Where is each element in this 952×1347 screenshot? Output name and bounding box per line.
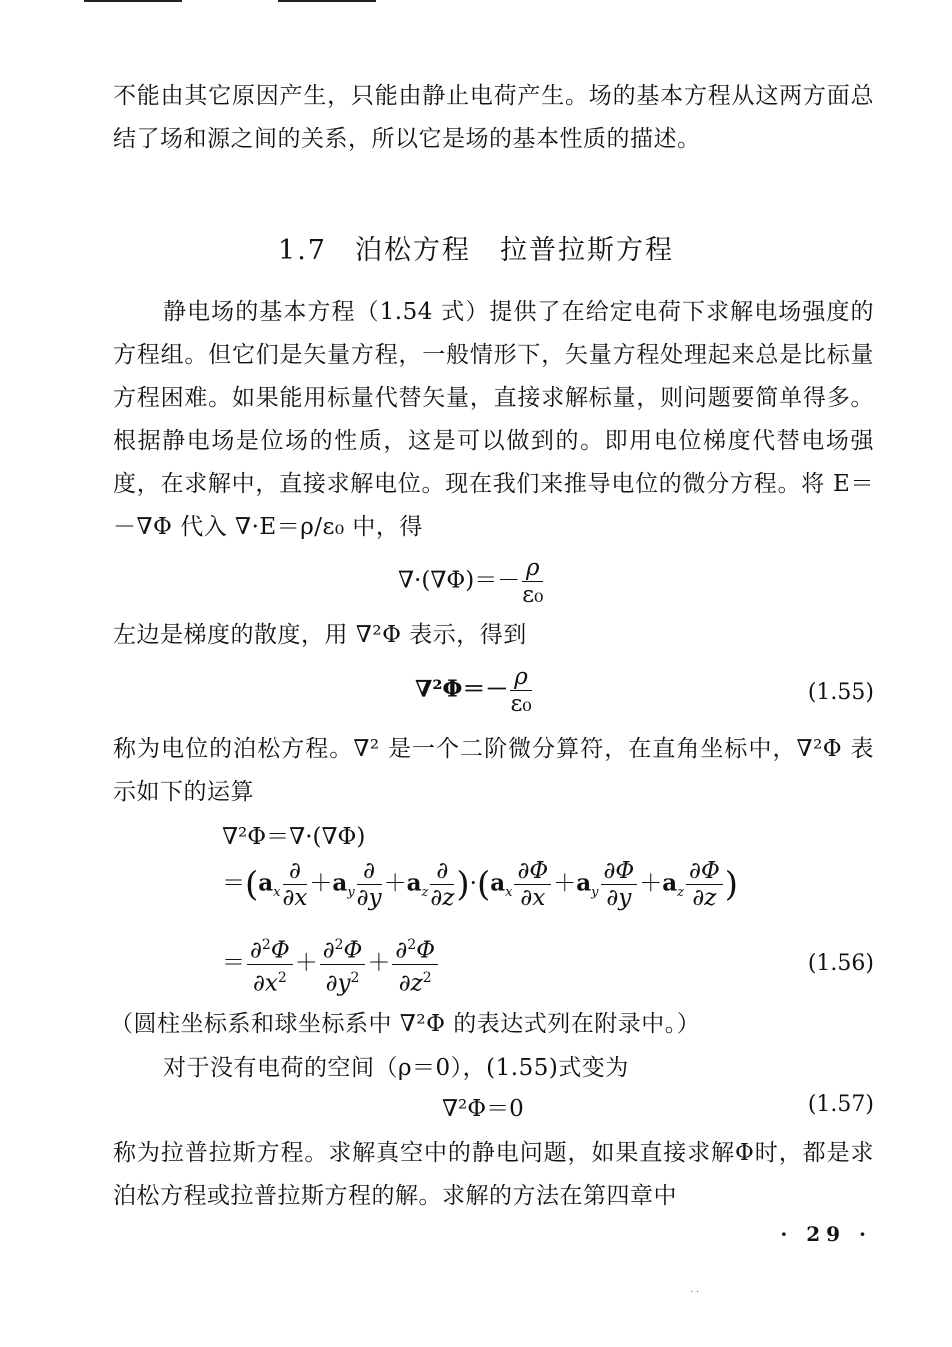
equation-number-157: (1.57) bbox=[807, 1092, 874, 1117]
paragraph-appendix-note: （圆柱坐标系和球坐标系中 ∇²Φ 的表达式列在附录中。） bbox=[110, 1011, 701, 1037]
paragraph-laplace-definition: 称为拉普拉斯方程。求解真空中的静电问题，如果直接求解Φ时，都是求泊松方程或拉普拉斯方程的解。求解的方法在第四章中 bbox=[113, 1140, 874, 1209]
equation-poisson: ∇²Φ＝－ $\frac{\rho}{\text{ε₀}}$ bbox=[415, 664, 532, 717]
equation-number-155: (1.55) bbox=[807, 680, 874, 705]
equation-div-grad bbox=[398, 555, 545, 608]
paragraph-gradient-divergence: 左边是梯度的散度，用 ∇²Φ 表示，得到 bbox=[113, 622, 527, 648]
paragraph-poisson-definition: 称为电位的泊松方程。∇² 是一个二阶微分算符，在直角坐标中，∇²Φ 表示如下的运算 bbox=[113, 736, 874, 805]
equation-laplace: ∇²Φ＝0 bbox=[442, 1096, 524, 1122]
fraction-rho-eps0: $\frac{\rho}{\text{ε₀}}$ bbox=[522, 555, 544, 608]
fraction-rho-eps0: $\frac{\rho}{\text{ε₀}}$ bbox=[510, 664, 532, 717]
equation-laplacian-line2: $=(a_x$ $\frac{\partial}{\partial x}$ $+a_y$ $\frac{\partial}{\partial y}$ $+a_z$ $\frac{\partial}{\partial z}$ )$\cdot(a_x$ $\frac{\partial\Phi}{\partial x}$ $+a_y$ $\frac{\partial\Phi}{\partial y}$ $+a_z$ $\frac{\partial\Phi}{\partial z}$ ) bbox=[222, 858, 739, 911]
section-number: 1.7 bbox=[278, 235, 327, 266]
equation-laplacian-line3: ＝ $\frac{\partial^2\Phi}{\partial x^2}$ ＋ $\frac{\partial^2\Phi}{\partial y^2}$ ＋ $\frac{\partial^2\Phi}{\partial z^2}$ bbox=[222, 932, 440, 996]
scan-specks: · · bbox=[690, 1287, 700, 1298]
equation-laplacian-line1: ∇²Φ＝∇·(∇Φ) bbox=[222, 824, 366, 850]
paragraph-no-charge: 对于没有电荷的空间（ρ＝0），(1.55)式变为 bbox=[163, 1055, 629, 1081]
paragraph-continued: 不能由其它原因产生，只能由静止电荷产生。场的基本方程从这两方面总结了场和源之间的关系，所以它是场的基本性质的描述。 bbox=[113, 83, 874, 152]
paragraph-intro: 静电场的基本方程（1.54 式）提供了在给定电荷下求解电场强度的方程组。但它们是矢量方程，一般情形下，矢量方程处理起来总是比标量方程困难。如果能用标量代替矢量，直接求解标量，则问题要简单得多。根据静电场是位场的性质，这是可以做到的。即用电位梯度代替电场强度，在求解中，直接求解电位。现在我们来推导电位的微分方程。将 E＝－∇Φ 代入 ∇·E＝ρ/ε₀ 中，得 bbox=[113, 299, 874, 540]
equation-number-156: (1.56) bbox=[807, 951, 874, 976]
section-heading bbox=[0, 228, 952, 267]
top-rule-right bbox=[278, 0, 376, 2]
page-number: · 29 · bbox=[780, 1222, 872, 1246]
equation-div-grad-lhs: ∇·(∇Φ)＝－ bbox=[398, 567, 521, 594]
section-title: 泊松方程 拉普拉斯方程 bbox=[354, 235, 674, 266]
top-rule-left bbox=[84, 0, 182, 2]
